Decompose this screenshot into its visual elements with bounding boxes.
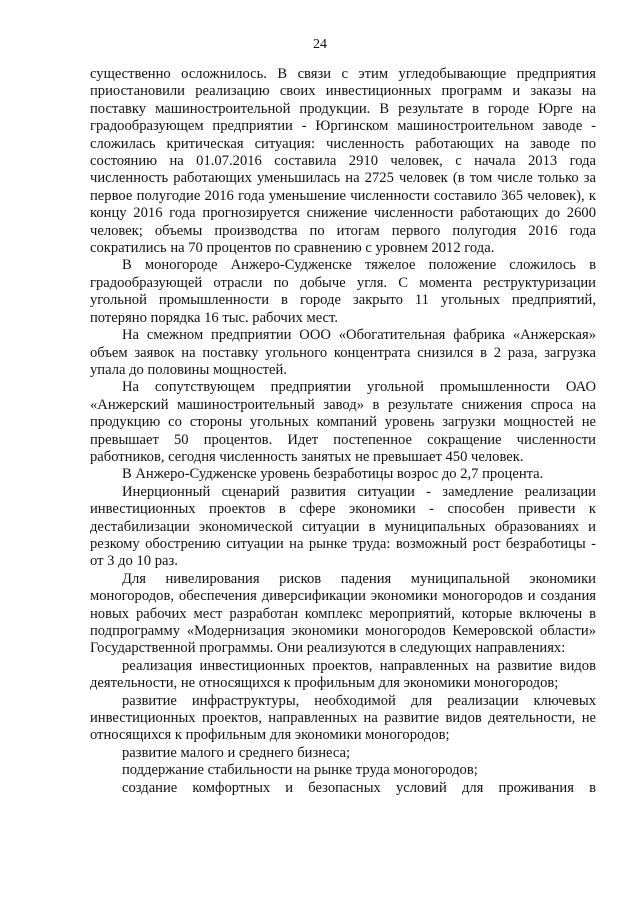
paragraph-measures-intro: Для нивелирования рисков падения муниципальной экономики моногородов, обеспечения диверсификации экономики моногородов и создания новых рабочих мест разработан комплекс мероприятий, которые включены в подпрограмму «Модернизация экономики моногородов Кемеровской области» Государственной программы. Они реализуются в следующих направлениях:	[90, 570, 596, 657]
list-item-small-business: развитие малого и среднего бизнеса;	[122, 744, 351, 761]
paragraph-obogatitelnaya-fabrika: На смежном предприятии ООО «Обогатительная фабрика «Анжерская» объем заявок на поставку угольного концентрата снизился в 2 раза, загрузка упала до половины мощностей.	[90, 327, 596, 378]
paragraph-mashzavod: На сопутствующем предприятии угольной промышленности ОАО «Анжерский машиностроительный завод» в результате снижения спроса на продукцию со стороны угольных компаний уровень загрузки мощностей не превышает 50 процентов. Идет постепенное сокращение численности работников, сегодня численность занятых не превышает 450 человек.	[90, 379, 596, 465]
page-number: 24	[313, 37, 327, 52]
paragraph-inertia-scenario: Инерционный сценарий развития ситуации - замедление реализации инвестиционных проектов в сфере экономики - способен привести к дестабилизации экономической ситуации в муниципальных образованиях и резкому обострению ситуации на рынке труда: возможный рост безработицы - от 3 до 10 раз.	[90, 483, 596, 570]
paragraph-anzhero-sudzhensk: В моногороде Анжеро-Судженске тяжелое положение сложилось в градообразующей отрасли по добыче угля. С момента реструктуризации угольной промышленности в городе закрыто 11 угольных предприятий, потеряно порядка 16 тыс. рабочих мест.	[90, 257, 596, 326]
paragraph-continuation: существенно осложнилось. В связи с этим угледобывающие предприятия приостановили реализацию своих инвестиционных программ и заказы на поставку машиностроительной продукции. В результате в городе Юрге на градообразующем предприятии - Юргинском машиностроительном заводе - сложилась критическая ситуация: численность работающих на заводе по состоянию на 01.07.2016 составила 2910 человек, с начала 2013 года численность работающих уменьшилась на 2725 человек (в том числе только за первое полугодие 2016 года уменьшение численности составило 365 человек), к концу 2016 года прогнозируется снижение численности работающих до 2600 человек; объемы производства по итогам первого полугодия 2016 года сократились на 70 процентов по сравнению с уровнем 2012 года.	[90, 66, 596, 257]
list-item-investment-projects: реализация инвестиционных проектов, направленных на развитие видов деятельности, не относящихся к профильным для экономики моногородов;	[90, 657, 596, 692]
list-item-labor-market: поддержание стабильности на рынке труда моногородов;	[122, 762, 478, 779]
document-body	[90, 66, 596, 797]
list-item-infrastructure: развитие инфраструктуры, необходимой для реализации ключевых инвестиционных проектов, направленных на развитие видов деятельности, не относящихся к профильным для экономики моногородов;	[90, 692, 596, 744]
paragraph-unemployment: В Анжеро-Судженске уровень безработицы возрос до 2,7 процента.	[122, 466, 544, 483]
list-item-living-conditions: создание комфортных и безопасных условий для проживания в	[122, 779, 596, 796]
